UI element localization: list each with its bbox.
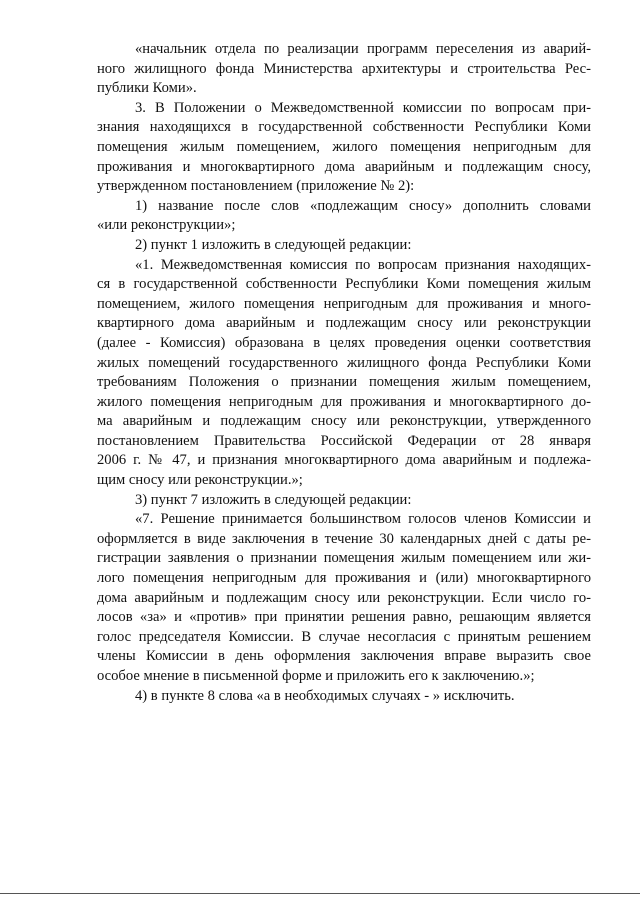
paragraph-quote-point-7: [97, 510, 591, 686]
text-line: требованиям Положения о признании помещения жилым помещением,: [97, 374, 591, 391]
paragraph-subitem-1: [97, 197, 591, 236]
text-line: жилого помещения непригодным для проживания и многоквартирного до-: [97, 393, 591, 410]
text-line: ся в государственной собственности Республики Коми помещения жилым: [97, 276, 591, 293]
text-line: 1) название после слов «подлежащим сносу» дополнить словами: [135, 197, 591, 214]
text-line: лого помещения непригодным для проживания и (или) многоквартирного: [97, 570, 591, 587]
paragraph-subitem-2: [97, 236, 591, 256]
text-line: утвержденном постановлением (приложение № 2):: [97, 178, 415, 195]
paragraph-subitem-4: [97, 687, 591, 707]
text-line: ного жилищного фонда Министерства архитектуры и строительства Рес-: [97, 60, 591, 77]
text-line: помещением, жилого помещения непригодным для проживания и много-: [97, 295, 591, 312]
text-line: 2) пункт 1 изложить в следующей редакции:: [135, 236, 412, 253]
text-line: члены Комиссии в день оформления заключения вправе выразить свое: [97, 648, 591, 665]
page-bottom-rule: [0, 893, 640, 894]
text-line: постановлением Правительства Российской Федерации от 28 января: [97, 432, 591, 449]
text-line: помещения жилым помещением, жилого помещения непригодным для: [97, 138, 591, 155]
text-line: публики Коми».: [97, 80, 197, 97]
text-line: ма аварийным и подлежащим сносу или реконструкции, утвержденного: [97, 413, 591, 430]
text-line: 4) в пункте 8 слова «а в необходимых случаях - » исключить.: [135, 687, 515, 704]
text-line: дома аварийным и подлежащим сносу или реконструкции. Если число го-: [97, 589, 591, 606]
text-line: оформляется в виде заключения в течение 30 календарных дней с даты ре-: [97, 530, 591, 547]
text-line: «или реконструкции»;: [97, 217, 236, 234]
text-line: 3) пункт 7 изложить в следующей редакции:: [135, 491, 412, 508]
text-line: (далее - Комиссия) образована в целях проведения оценки соответствия: [97, 334, 591, 351]
text-line: голос председателя Комиссии. В случае несогласия с принятым решением: [97, 628, 591, 645]
document-body: [97, 40, 591, 706]
text-line: знания находящихся в государственной собственности Республики Коми: [97, 119, 591, 136]
paragraph-subitem-3: [97, 491, 591, 511]
text-line: квартирного дома аварийным и подлежащим сносу или реконструкции: [97, 315, 591, 332]
text-line: «7. Решение принимается большинством голосов членов Комиссии и: [135, 511, 591, 528]
paragraph-quote-point-1: [97, 256, 591, 491]
text-line: 2006 г. № 47, и признания многоквартирного дома аварийным и подлежа-: [97, 452, 591, 469]
text-line: проживания и многоквартирного дома аварийным и подлежащим сносу,: [97, 158, 591, 175]
text-line: особое мнение в письменной форме и приложить его к заключению.»;: [97, 668, 535, 684]
text-line: гистрации заявления о признании помещения жилым помещением или жи-: [97, 550, 591, 567]
text-line: «1. Межведомственная комиссия по вопросам признания находящих-: [135, 256, 591, 273]
paragraph-item-3: [97, 99, 591, 197]
paragraph-title-amendment: [97, 40, 591, 99]
text-line: лосов «за» и «против» при принятии решения равно, решающим является: [97, 609, 591, 626]
text-line: 3. В Положении о Межведомственной комиссии по вопросам при-: [135, 99, 591, 116]
text-line: «начальник отдела по реализации программ переселения из аварий-: [135, 41, 591, 57]
text-line: щим сносу или реконструкции.»;: [97, 472, 303, 489]
text-line: жилых помещений государственного жилищного фонда Республики Коми: [97, 354, 591, 371]
